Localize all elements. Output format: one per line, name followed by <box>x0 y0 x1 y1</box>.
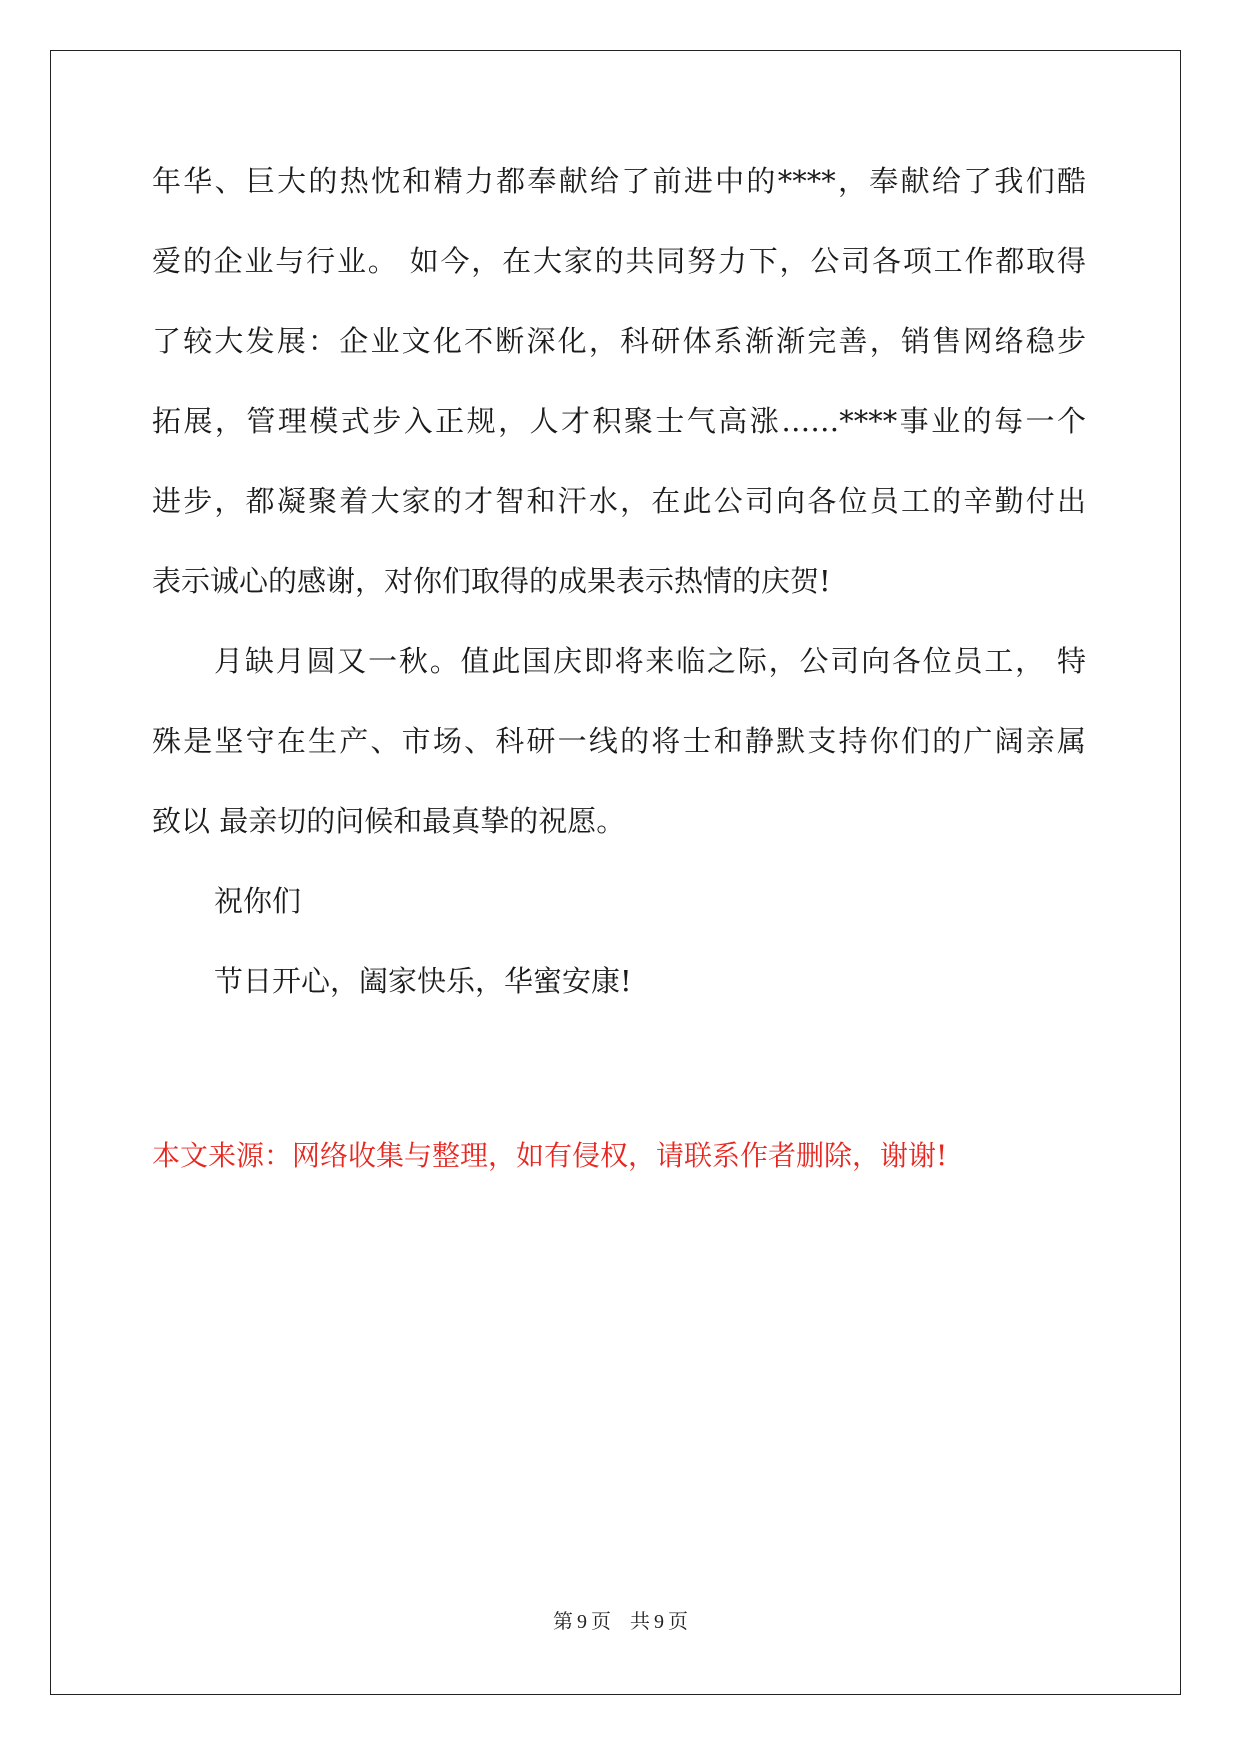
total-prefix: 共 <box>630 1611 650 1633</box>
current-page-number: 9 <box>577 1611 587 1633</box>
page-unit: 页 <box>591 1611 611 1633</box>
paragraph-line: 月缺月圆又一秋。值此国庆即将来临之际，公司向各位员工， 特 <box>214 644 1086 678</box>
closing-wishes: 节日开心，阖家快乐，华蜜安康! <box>214 964 632 998</box>
paragraph-line: 拓展，管理模式步入正规，人才积聚士气高涨……****事业的每一个 <box>152 404 1086 438</box>
total-unit: 页 <box>668 1611 688 1633</box>
page-number-footer <box>0 1605 1241 1634</box>
greeting: 祝你们 <box>214 884 302 918</box>
paragraph-line: 爱的企业与行业。 如今，在大家的共同努力下，公司各项工作都取得 <box>152 244 1086 278</box>
footer-prefix: 第 <box>553 1611 573 1633</box>
total-page-count: 9 <box>654 1611 664 1633</box>
paragraph-line: 了较大发展：企业文化不断深化，科研体系渐渐完善，销售网络稳步 <box>152 324 1086 358</box>
paragraph-line: 殊是坚守在生产、市场、科研一线的将士和静默支持你们的广阔亲属 <box>152 724 1086 758</box>
paragraph-line: 表示诚心的感谢，对你们取得的成果表示热情的庆贺! <box>152 564 831 598</box>
source-disclaimer: 本文来源：网络收集与整理，如有侵权，请联系作者删除，谢谢! <box>152 1139 948 1172</box>
paragraph-1 <box>152 161 1086 601</box>
paragraph-line: 致以 最亲切的问候和最真挚的祝愿。 <box>152 804 626 838</box>
document-body <box>152 161 1086 1041</box>
paragraph-line: 年华、巨大的热忱和精力都奉献给了前进中的****，奉献给了我们酷 <box>152 164 1086 198</box>
paragraph-line: 进步，都凝聚着大家的才智和汗水，在此公司向各位员工的辛勤付出 <box>152 484 1086 518</box>
paragraph-2 <box>152 641 1086 841</box>
